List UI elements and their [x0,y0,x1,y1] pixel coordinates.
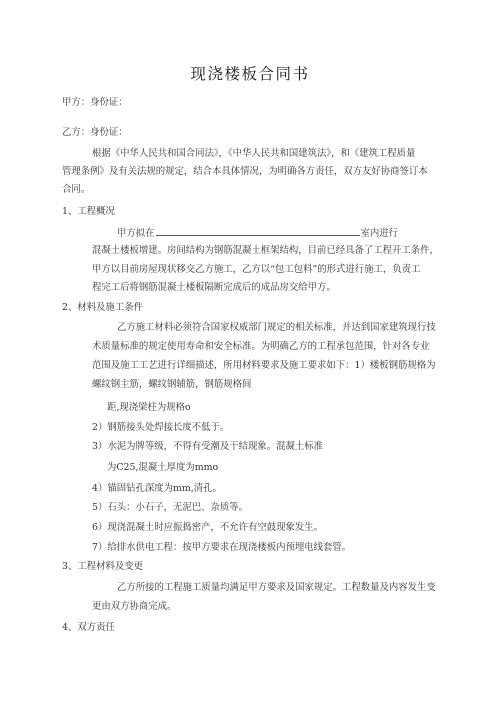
item-2: 2）钢筋接头处焊接长度不低于。 [92,422,230,433]
intro-line-3: 合同。 [62,184,91,195]
section-3-heading: 3、工程材料及变更 [62,561,143,572]
document-title: 现浇楼板合同书 [190,65,310,83]
section-2-line-2: 术质量标准的规定使用寿命和安全标准。为明确乙方的工程承包范围，针对各专业 [92,341,430,352]
section-2-line-4: 螺纹钢主筋，螺纹钢辅筋，钢筋规格间 [92,379,252,390]
location-blank [156,226,360,236]
rebar-spacing-line: 距,现浇梁柱为规格o [107,402,191,413]
location-prefix: 甲方拟在 [117,228,155,239]
section-3-line-2: 更由双方协商完成。 [92,601,177,612]
intro-line-1: 根据《中华人民共和国合同法》，《中华人民共和国建筑法》，和《建筑工程质量 [92,148,416,159]
section-2-line-1: 乙方施工材料必须符合国家权威部门规定的相关标准，并达到国家建筑现行技 [117,322,436,333]
section-2-heading: 2、材料及施工条件 [62,302,143,313]
section-1-line-3: 程完工后将钢筋混凝土楼板隔断完成后的成品房交给甲方。 [92,282,336,293]
party-a-line: 甲方：身份证： [62,97,128,108]
location-suffix: 室内进行 [360,228,399,239]
intro-line-2: 管理条例》及有关法规的规定，结合本具体情况，为明确各方责任，双方友好协商签订本 [62,166,428,177]
section-1-line-1: 混凝土楼板增建。房间结构为钢筋混凝土框架结构，目前已经具备了工程开工条件， [92,245,439,256]
section-4-heading: 4、双方责任 [62,622,115,633]
section-2-line-3: 范围及施工工艺进行详细描述，所用材料要求及施工要求如下：1）楼板钢筋规格为 [92,360,436,371]
item-5: 5）石头：小石子，无泥巴、杂质等。 [92,502,248,513]
section-3-line-1: 乙方所接的工程施工质量均满足甲方要求及国家规定。工程数量及内容发生变 [117,582,436,593]
item-3: 3）水泥为牌等级，不得有受潮及干结现象。混凝土标准 [92,441,323,452]
item-7: 7）给排水供电工程：按甲方要求在现浇楼板内预埋电线套管。 [92,542,352,553]
section-1-location-line [117,226,398,240]
concrete-spec-line: 为C25,混凝土厚度为mmo [107,462,219,473]
section-1-heading: 1、工程概况 [62,206,115,217]
item-4: 4）锚固钻孔深度为mm,清孔。 [92,483,222,494]
section-1-line-2: 甲方以目前房屋现状移交乙方施工，乙方以“包工包料”的形式进行施工，负责工 [92,264,421,275]
item-6: 6）现浇混凝土时应振捣密产，不允许有空鼓现象发生。 [92,522,323,533]
party-b-line: 乙方：身份证： [62,127,128,138]
